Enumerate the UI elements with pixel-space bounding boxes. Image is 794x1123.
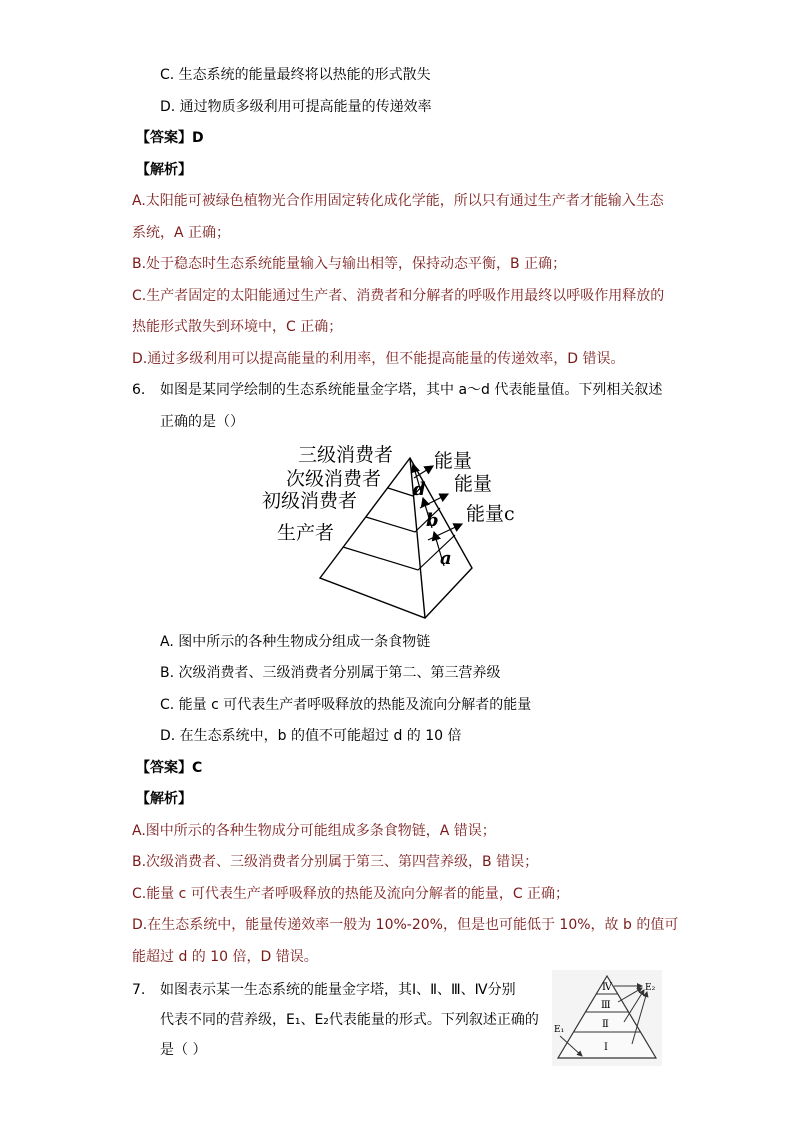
- label-b: b: [426, 510, 439, 531]
- q6-option: B. 次级消费者、三级消费者分别属于第二、第三营养级: [160, 665, 501, 681]
- q6-option: C. 能量 c 可代表生产者呼吸释放的热能及流向分解者的能量: [160, 697, 532, 713]
- label-secondary: 次级消费者: [286, 468, 382, 490]
- label-energy-1: 能量: [434, 450, 473, 472]
- q6-analysis-line: 能超过 d 的 10 倍，D 错误。: [132, 949, 318, 965]
- q6-analysis-line: B.次级消费者、三级消费者分别属于第三、第四营养级，B 错误；: [132, 854, 539, 870]
- q7-stem: 如图表示某一生态系统的能量金字塔，其Ⅰ、Ⅱ、Ⅲ、Ⅳ分别: [160, 982, 516, 998]
- q6-number: 6.: [132, 382, 146, 398]
- level-1: Ⅰ: [604, 1042, 608, 1053]
- q5-option-d: D. 通过物质多级利用可提高能量的传递效率: [160, 99, 432, 115]
- q5-analysis-line: 系统，A 正确；: [132, 225, 231, 241]
- arrow-energy-1: [414, 466, 433, 478]
- label-d: d: [413, 479, 426, 500]
- level-2: Ⅱ: [602, 1019, 609, 1030]
- q6-analysis-heading: 【解析】: [136, 791, 192, 807]
- level-4: Ⅳ: [602, 982, 612, 993]
- q6-stem: 如图是某同学绘制的生态系统能量金字塔，其中 a～d 代表能量值。下列相关叙述: [160, 382, 663, 398]
- energy-pyramid-figure: [262, 440, 522, 630]
- q5-answer: 【答案】D: [136, 130, 204, 146]
- q6-option: A. 图中所示的各种生物成分组成一条食物链: [160, 634, 431, 650]
- q7-pyramid-figure: [552, 970, 662, 1066]
- label-energy-2: 能量: [454, 473, 493, 495]
- q7-stem: 代表不同的营养级，E₁、E₂代表能量的形式。下列叙述正确的: [160, 1012, 539, 1028]
- label-energy-c: 能量c: [466, 503, 515, 525]
- level-3: Ⅲ: [601, 1000, 611, 1011]
- layer-line: [343, 535, 455, 570]
- label-tertiary: 三级消费者: [298, 444, 394, 466]
- label-producer: 生产者: [277, 522, 335, 544]
- q6-option: D. 在生态系统中，b 的值不可能超过 d 的 10 倍: [160, 728, 462, 744]
- label-e1: E₁: [554, 1025, 565, 1035]
- label-a: a: [440, 548, 452, 569]
- q5-analysis-line: B.处于稳态时生态系统能量输入与输出相等，保持动态平衡，B 正确；: [132, 256, 567, 272]
- q5-analysis-line: A.太阳能可被绿色植物光合作用固定转化成化学能，所以只有通过生产者才能输入生态: [132, 193, 664, 209]
- q6-analysis-line: D.在生态系统中，能量传递效率一般为 10%-20%，但是也可能低于 10%，故 b 的值可: [132, 917, 679, 933]
- q6-analysis-line: C.能量 c 可代表生产者呼吸释放的热能及流向分解者的能量，C 正确；: [132, 886, 570, 902]
- q7-number: 7.: [132, 982, 146, 998]
- q5-analysis-line: D.通过多级利用可以提高能量的利用率，但不能提高能量的传递效率，D 错误。: [132, 351, 625, 367]
- q6-answer: 【答案】C: [136, 760, 203, 776]
- q6-stem: 正确的是（）: [160, 414, 244, 430]
- label-e2: E₂: [645, 983, 656, 993]
- q7-stem: 是（ ）: [160, 1042, 207, 1058]
- q5-option-c: C. 生态系统的能量最终将以热能的形式散失: [160, 67, 431, 83]
- q5-analysis-heading: 【解析】: [136, 162, 192, 178]
- q5-analysis-line: 热能形式散失到环境中，C 正确；: [132, 319, 343, 335]
- label-primary: 初级消费者: [262, 490, 358, 512]
- q6-analysis-line: A.图中所示的各种生物成分可能组成多条食物链，A 错误；: [132, 823, 496, 839]
- q5-analysis-line: C.生产者固定的太阳能通过生产者、消费者和分解者的呼吸作用最终以呼吸作用释放的: [132, 288, 665, 304]
